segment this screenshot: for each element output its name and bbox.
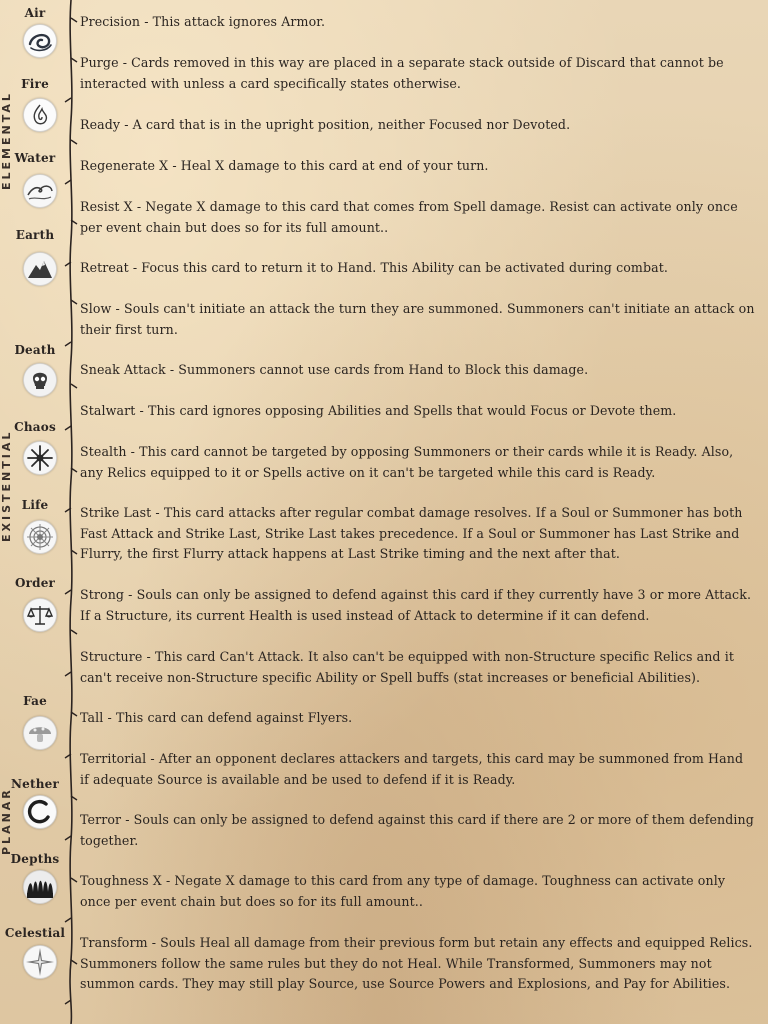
crescent-ring-icon <box>23 795 57 829</box>
group-label-planar: PLANAR <box>0 787 13 855</box>
entry-territorial: Territorial - After an opponent declares attackers and targets, this card may be summoned from Hand if adequate Source is available and be used to defend if it is Ready. <box>80 751 744 787</box>
mountain-icon <box>23 252 57 286</box>
group-label-elemental: ELEMENTAL <box>0 91 13 191</box>
element-label-life: Life <box>21 498 49 512</box>
element-label-celestial: Celestial <box>4 926 66 940</box>
entry-transform: Transform - Souls Heal all damage from their previous form but retain any effects and equipped Relics. Summoners follow the same rules but they do not Heal. While Transformed, Summoners may not summon cards. They may still play Source, use Source Powers and Explosions, and Pay for Abilities. <box>80 935 753 991</box>
element-sidebar <box>0 0 70 1024</box>
abyss-icon <box>23 870 57 904</box>
entry-resist: Resist X - Negate X damage to this card that comes from Spell damage. Resist can activate only once per event chain but does so for its full amount.. <box>80 199 738 235</box>
entry-terror: Terror - Souls can only be assigned to defend against this card if there are 2 or more of them defending together. <box>80 812 754 848</box>
element-label-chaos: Chaos <box>14 420 56 434</box>
group-label-existential: EXISTENTIAL <box>0 429 13 543</box>
element-label-order: Order <box>14 576 56 590</box>
entry-strike-last: Strike Last - This card attacks after regular combat damage resolves. If a Soul or Summoner has both Fast Attack and Strike Last, Strike Last takes precedence. If a Soul or Summoner has Last Strike and Flurry, the first Flurry attack happens at Last Strike timing and the next after that. <box>80 505 743 561</box>
entry-retreat: Retreat - Focus this card to return it to Hand. This Ability can be activated during combat. <box>80 260 668 275</box>
entry-sneak-attack: Sneak Attack - Summoners cannot use cards from Hand to Block this damage. <box>80 362 589 377</box>
element-label-fae: Fae <box>23 694 47 708</box>
compass-star-icon <box>23 945 57 979</box>
skull-icon <box>23 363 57 397</box>
scales-icon <box>23 598 57 632</box>
element-label-fire: Fire <box>21 77 49 91</box>
water-wave-icon <box>23 174 57 208</box>
entry-regenerate: Regenerate X - Heal X damage to this card at end of your turn. <box>80 158 489 173</box>
element-label-death: Death <box>14 343 56 357</box>
mushroom-icon <box>23 716 57 750</box>
entry-stealth: Stealth - This card cannot be targeted by opposing Summoners or their cards while it is Ready. Also, any Relics equipped to it or Spells active on it can't be targeted while this card is Ready. <box>80 444 734 480</box>
sunflower-icon <box>23 520 57 554</box>
entry-toughness: Toughness X - Negate X damage to this card from any type of damage. Toughness can activate only once per event chain but does so for its full amount.. <box>80 873 726 909</box>
glossary-entries <box>80 0 760 1024</box>
entry-precision: Precision - This attack ignores Armor. <box>80 14 326 29</box>
vine-divider <box>64 0 78 1024</box>
air-swirl-icon <box>23 24 57 58</box>
chaos-star-icon <box>23 441 57 475</box>
element-label-water: Water <box>14 151 56 165</box>
entry-slow: Slow - Souls can't initiate an attack the turn they are summoned. Summoners can't initiate an attack on their first turn. <box>80 301 755 337</box>
element-label-earth: Earth <box>15 228 55 242</box>
entry-strong: Strong - Souls can only be assigned to defend against this card if they currently have 3 or more Attack. If a Structure, its current Health is used instead of Attack to determine if it can defend. <box>80 587 752 623</box>
entry-purge: Purge - Cards removed in this way are placed in a separate stack outside of Discard that cannot be interacted with unless a card specifically states otherwise. <box>80 55 724 91</box>
entry-tall: Tall - This card can defend against Flyers. <box>80 710 353 725</box>
element-label-nether: Nether <box>10 777 60 791</box>
fire-icon <box>23 98 57 132</box>
entry-structure: Structure - This card Can't Attack. It also can't be equipped with non-Structure specific Relics and it can't receive non-Structure specific Ability or Spell buffs (stat increases or beneficial Abilities). <box>80 649 734 685</box>
element-label-depths: Depths <box>10 852 60 866</box>
entry-stalwart: Stalwart - This card ignores opposing Abilities and Spells that would Focus or Devote them. <box>80 403 677 418</box>
entry-ready: Ready - A card that is in the upright position, neither Focused nor Devoted. <box>80 117 571 132</box>
element-label-air: Air <box>24 6 46 20</box>
